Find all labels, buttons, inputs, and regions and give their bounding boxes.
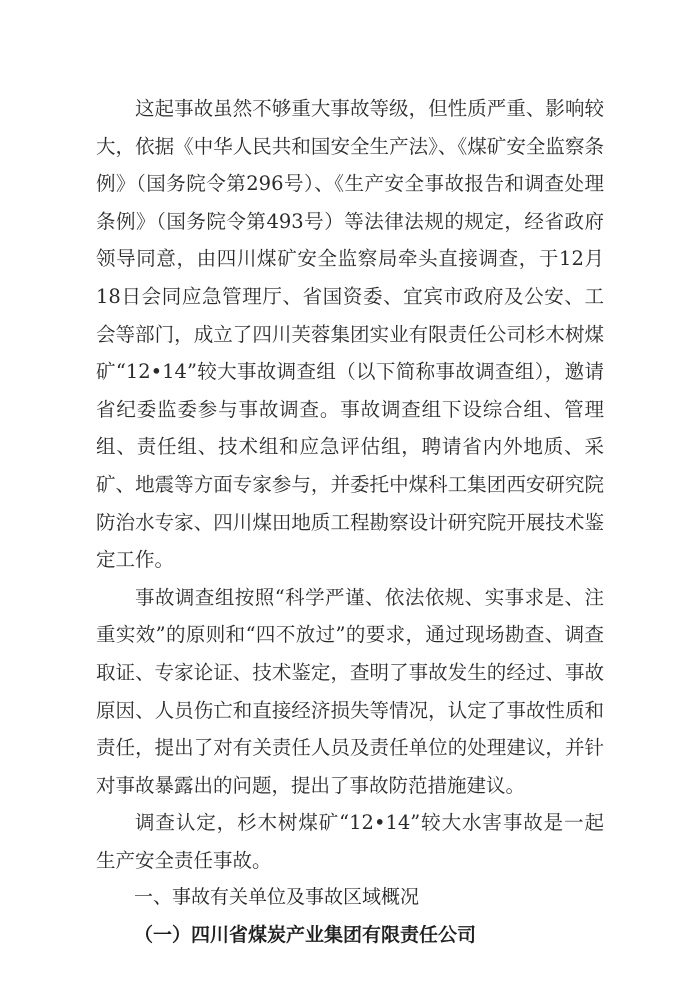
document-body xyxy=(96,90,604,955)
paragraph-investigation-conclusion: 调查认定，杉木树煤矿“12•14”较大水害事故是一起生产安全责任事故。 xyxy=(96,811,604,872)
paragraph-investigation-basis: 这起事故虽然不够重大事故等级，但性质严重、影响较大，依据《中华人民共和国安全生产法》、《煤矿安全监察条例》（国务院令第296号）、《生产安全事故报告和调查处理条例》（国务院令第493号）等法律法规的规定，经省政府领导同意，由四川煤矿安全监察局牵头直接调查，于12月18日会同应急管理厅、省国资委、宜宾市政府及公安、工会等部门，成立了四川芙蓉集团实业有限责任公司杉木树煤矿“12•14”较大事故调查组（以下简称事故调查组），邀请省纪委监委参与事故调查。事故调查组下设综合组、管理组、责任组、技术组和应急评估组，聘请省内外地质、采矿、地震等方面专家参与，并委托中煤科工集团西安研究院防治水专家、四川煤田地质工程勘察设计研究院开展技术鉴定工作。 xyxy=(96,97,604,572)
subsection-heading: （一）四川省煤炭产业集团有限责任公司 xyxy=(134,924,477,947)
section-heading: 一、事故有关单位及事故区域概况 xyxy=(134,886,420,909)
paragraph-investigation-principles: 事故调查组按照“科学严谨、依法依规、实事求是、注重实效”的原则和“四不放过”的要求，通过现场勘查、调查取证、专家论证、技术鉴定，查明了事故发生的经过、事故原因、人员伤亡和直接经济损失等情况，认定了事故性质和责任，提出了对有关责任人员及责任单位的处理建议，并针对事故暴露出的问题，提出了事故防范措施建议。 xyxy=(96,585,604,797)
